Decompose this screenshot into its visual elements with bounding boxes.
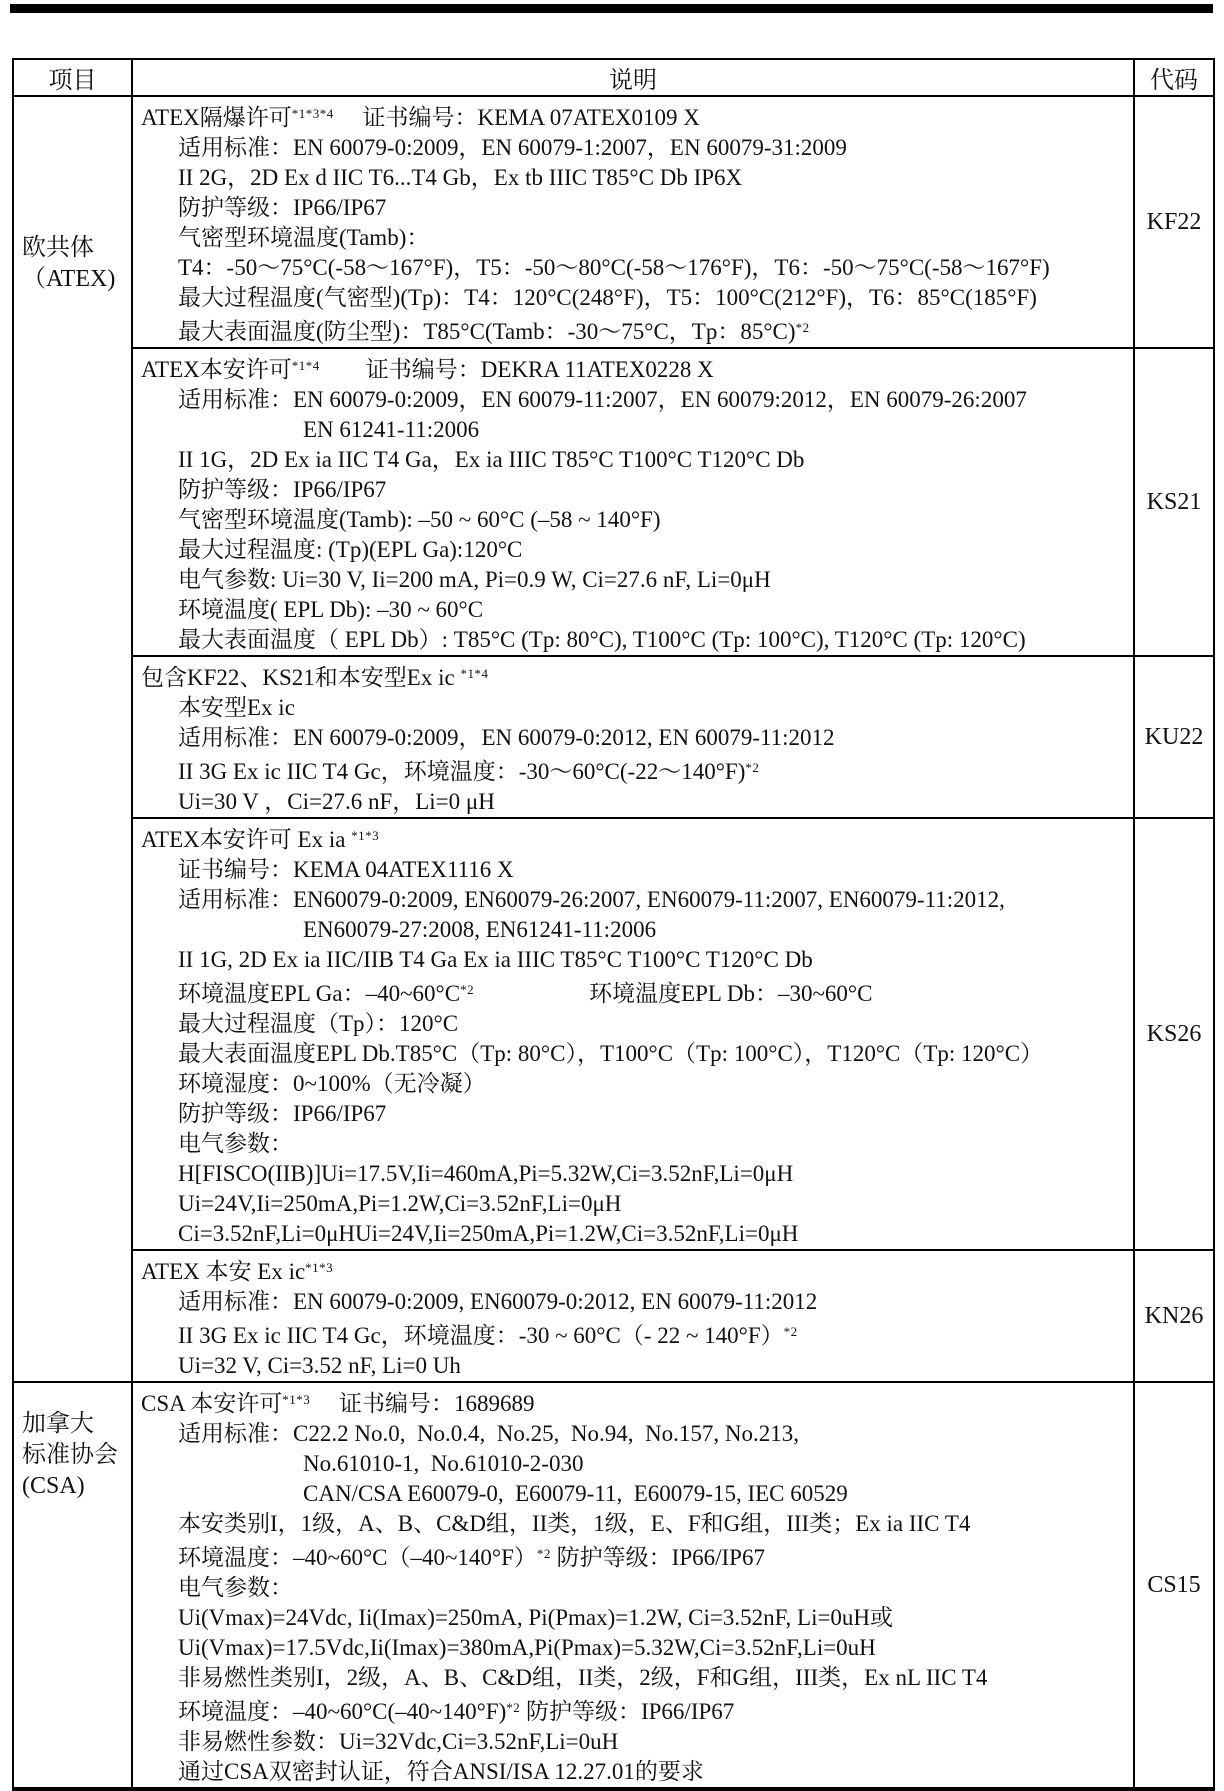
header-cell-code: 代码 [1134,59,1214,96]
text-segment: CSA 本安许可 [141,1391,283,1416]
text-segment: 适用标准：EN 60079-0:2009，EN 60079-11:2007，EN 60079:2012，EN 60079-26:2007 [178,387,1027,412]
footnote-superscript: *2 [795,320,810,335]
text-segment: No.61010-1, No.61010-2-030 [303,1451,584,1476]
text-segment: 适用标准：EN 60079-0:2009, EN60079-0:2012, EN 60079-11:2012 [178,1289,818,1314]
header-cell-description: 说明 [132,59,1134,96]
spec-line [133,1539,1129,1573]
spec-line [133,1603,1129,1633]
spec-line [133,133,1129,163]
table-row [13,348,1214,656]
text-segment: T4：-50～75°C(-58～167°F)，T5：-50～80°C(-58～176°F)，T6：-50～75°C(-58～167°F) [178,255,1050,280]
footnote-superscript: *1*3*4 [291,106,334,121]
spec-line [133,283,1129,313]
description-cell [132,1250,1134,1382]
spec-line [133,787,1129,817]
text-segment: 通过CSA双密封认证，符合ANSI/ISA 12.27.01的要求 [178,1759,704,1784]
spec-line [133,975,1129,1009]
spec-line [133,1509,1129,1539]
spec-line [133,1351,1129,1381]
table-row [13,1250,1214,1382]
spec-line [133,1009,1129,1039]
spec-line [133,1757,1129,1787]
code-cell: CS15 [1134,1382,1214,1789]
table-row [13,96,1214,348]
spec-line [133,723,1129,753]
spec-line [133,1693,1129,1727]
spec-line [133,1129,1129,1159]
spec-line [133,1419,1129,1449]
spec-line [133,565,1129,595]
text-segment: ATEX隔爆许可 [141,105,292,130]
text-segment: Ui=32 V, Ci=3.52 nF, Li=0 Uh [178,1353,461,1378]
text-segment: 本安型Ex ic [178,695,295,720]
text-segment: 证书编号：KEMA 04ATEX1116 X [178,857,514,882]
text-segment: 本安类别I，1级，A、B、C&D组，II类，1级，E、F和G组，III类；Ex ia IIC T4 [178,1511,971,1536]
item-label-line: 欧共体 [22,235,94,261]
spec-line [133,223,1129,253]
spec-line [133,475,1129,505]
text-segment: Ui=30 V ，Ci=27.6 nF，Li=0 μH [178,789,495,814]
text-segment: 适用标准：C22.2 No.0, No.0.4, No.25, No.94, No.157, No.213, [178,1421,799,1446]
text-segment: 证书编号：KEMA 07ATEX0109 X [333,105,700,130]
spec-line [133,915,1129,945]
spec-line [133,659,1129,693]
footnote-superscript: *1*3 [305,1260,334,1275]
table-row [13,1382,1214,1789]
spec-line [133,1189,1129,1219]
spec-line [133,505,1129,535]
spec-line [133,1287,1129,1317]
text-segment: 环境温度EPL Ga：–40~60°C [178,981,461,1006]
text-segment: 电气参数： [178,1575,293,1600]
text-segment: 电气参数: Ui=30 V, Ii=200 mA, Pi=0.9 W, Ci=27.6 nF, Li=0μH [178,567,771,592]
spec-line [133,1633,1129,1663]
item-cell [13,1382,132,1789]
spec-line [133,385,1129,415]
spec-line [133,885,1129,915]
spec-line [133,595,1129,625]
text-segment: II 1G, 2D Ex ia IIC/IIB T4 Ga Ex ia IIIC T85°C T100°C T120°C Db [178,947,813,972]
table-row [13,818,1214,1250]
spec-line [133,1099,1129,1129]
certification-spec-table [12,58,1215,1791]
text-segment: 防护等级：IP66/IP67 [178,1101,387,1126]
description-cell [132,96,1134,348]
spec-line [133,163,1129,193]
text-segment: EN60079-27:2008, EN61241-11:2006 [303,917,657,942]
footnote-superscript: *2 [783,1324,798,1339]
spec-line [133,99,1129,133]
item-label-line: (CSA) [22,1473,85,1499]
text-segment: 防护等级：IP66/IP67 [178,477,387,502]
footnote-superscript: *2 [506,1700,521,1715]
spec-line [133,625,1129,655]
text-segment: 非易燃性类别I，2级，A、B、C&D组，II类，2级，F和G组，III类，Ex nL IIC T4 [178,1665,988,1690]
text-segment: ATEX本安许可 [141,357,292,382]
footnote-superscript: *1*4 [291,358,320,373]
footnote-superscript: *2 [536,1546,551,1561]
text-segment: 电气参数： [178,1131,293,1156]
text-segment: 环境温度( EPL Db): –30 ~ 60°C [178,597,484,622]
text-segment: 环境湿度：0~100%（无冷凝） [178,1071,486,1096]
item-cell [13,96,132,1382]
spec-line [133,253,1129,283]
footnote-superscript: *1*3 [351,828,380,843]
text-segment: 最大表面温度(防尘型)：T85°C(Tamb：-30～75°C，Tp：85°C) [178,319,796,344]
spec-line [133,1573,1129,1603]
spec-line [133,821,1129,855]
text-segment: II 3G Ex ic IIC T4 Gc，环境温度：-30～60°C(-22～140°F) [178,759,746,784]
footnote-superscript: *2 [460,982,475,997]
item-label-line: 标准协会 [22,1442,118,1468]
top-page-rule [10,4,1213,13]
text-segment: 环境温度：–40~60°C(–40~140°F) [178,1699,507,1724]
text-segment: 防护等级：IP66/IP67 [520,1699,735,1724]
text-segment: 最大表面温度EPL Db.T85°C（Tp: 80°C），T100°C（Tp: 100°C），T120°C（Tp: 120°C） [178,1041,1044,1066]
footnote-superscript: *1*3 [282,1392,311,1407]
text-segment: 防护等级：IP66/IP67 [178,195,387,220]
spec-line [133,351,1129,385]
spec-line [133,1039,1129,1069]
text-segment: Ui=24V,Ii=250mA,Pi=1.2W,Ci=3.52nF,Li=0μH [178,1191,622,1216]
text-segment: 气密型环境温度(Tamb)： [178,225,430,250]
text-segment: 适用标准：EN 60079-0:2009，EN 60079-0:2012, EN 60079-11:2012 [178,725,835,750]
spec-line [133,1159,1129,1189]
spec-line [133,855,1129,885]
text-segment: II 1G，2D Ex ia IIC T4 Ga，Ex ia IIIC T85°C T100°C T120°C Db [178,447,805,472]
item-label-line: 加拿大 [22,1411,94,1437]
text-segment: CAN/CSA E60079-0, E60079-11, E60079-15, IEC 60529 [303,1481,848,1506]
spec-line [133,1663,1129,1693]
description-cell [132,1382,1134,1789]
header-cell-item: 项目 [13,59,132,96]
spec-line [133,1479,1129,1509]
footnote-superscript: *2 [745,760,760,775]
text-segment: Ci=3.52nF,Li=0μHUi=24V,Ii=250mA,Pi=1.2W,Ci=3.52nF,Li=0μH [178,1221,799,1246]
code-cell: KU22 [1134,656,1214,818]
text-segment: 包含KF22、KS21和本安型Ex ic [141,665,461,690]
item-label-line: （ATEX) [22,266,116,292]
spec-line [133,753,1129,787]
text-segment: 最大表面温度（ EPL Db）: T85°C (Tp: 80°C), T100°C (Tp: 100°C), T120°C (Tp: 120°C) [178,627,1026,652]
description-cell [132,656,1134,818]
spec-line [133,1727,1129,1757]
text-segment: 证书编号：DEKRA 11ATEX0228 X [319,357,714,382]
spec-line [133,535,1129,565]
table-row [13,656,1214,818]
text-segment: 气密型环境温度(Tamb): –50 ~ 60°C (–58 ~ 140°F) [178,507,661,532]
code-cell: KN26 [1134,1250,1214,1382]
code-cell: KS26 [1134,818,1214,1250]
description-cell [132,818,1134,1250]
spec-line [133,193,1129,223]
spec-line [133,693,1129,723]
spec-line [133,415,1129,445]
spec-line [133,445,1129,475]
text-segment: II 2G，2D Ex d IIC T6...T4 Gb，Ex tb IIIC T85°C Db IP6X [178,165,743,190]
text-segment: II 3G Ex ic IIC T4 Gc，环境温度：-30 ~ 60°C（- 22 ~ 140°F） [178,1323,784,1348]
spec-line [133,1069,1129,1099]
spec-line [133,1219,1129,1249]
text-segment: ATEX本安许可 Ex ia [141,827,352,852]
spec-line [133,1253,1129,1287]
footnote-superscript: *1*4 [460,666,489,681]
text-segment: 环境温度EPL Db：–30~60°C [474,981,873,1006]
text-segment: 最大过程温度（Tp）：120°C [178,1011,459,1036]
code-cell: KF22 [1134,96,1214,348]
text-segment: 最大过程温度: (Tp)(EPL Ga):120°C [178,537,523,562]
text-segment: 防护等级：IP66/IP67 [550,1545,765,1570]
spec-line [133,313,1129,347]
text-segment: 适用标准：EN 60079-0:2009，EN 60079-1:2007，EN 60079-31:2009 [178,135,847,160]
code-cell: KS21 [1134,348,1214,656]
spec-line [133,945,1129,975]
spec-line [133,1317,1129,1351]
text-segment: EN 61241-11:2006 [303,417,480,442]
text-segment: 证书编号：1689689 [310,1391,535,1416]
description-cell [132,348,1134,656]
text-segment: Ui(Vmax)=24Vdc, Ii(Imax)=250mA, Pi(Pmax)=1.2W, Ci=3.52nF, Li=0uH或 [178,1605,894,1630]
text-segment: 非易燃性参数：Ui=32Vdc,Ci=3.52nF,Li=0uH [178,1729,619,1754]
text-segment: 最大过程温度(气密型)(Tp)：T4：120°C(248°F)，T5：100°C(212°F)，T6：85°C(185°F) [178,285,1037,310]
text-segment: Ui(Vmax)=17.5Vdc,Ii(Imax)=380mA,Pi(Pmax)=5.32W,Ci=3.52nF,Li=0uH [178,1635,876,1660]
text-segment: H[FISCO(IIB)]Ui=17.5V,Ii=460mA,Pi=5.32W,Ci=3.52nF,Li=0μH [178,1161,794,1186]
header-row [13,59,1214,96]
text-segment: 适用标准：EN60079-0:2009, EN60079-26:2007, EN60079-11:2007, EN60079-11:2012, [178,887,1005,912]
text-segment: ATEX 本安 Ex ic [141,1259,306,1284]
spec-line [133,1385,1129,1419]
text-segment: 环境温度：–40~60°C（–40~140°F） [178,1545,537,1570]
spec-line [133,1449,1129,1479]
